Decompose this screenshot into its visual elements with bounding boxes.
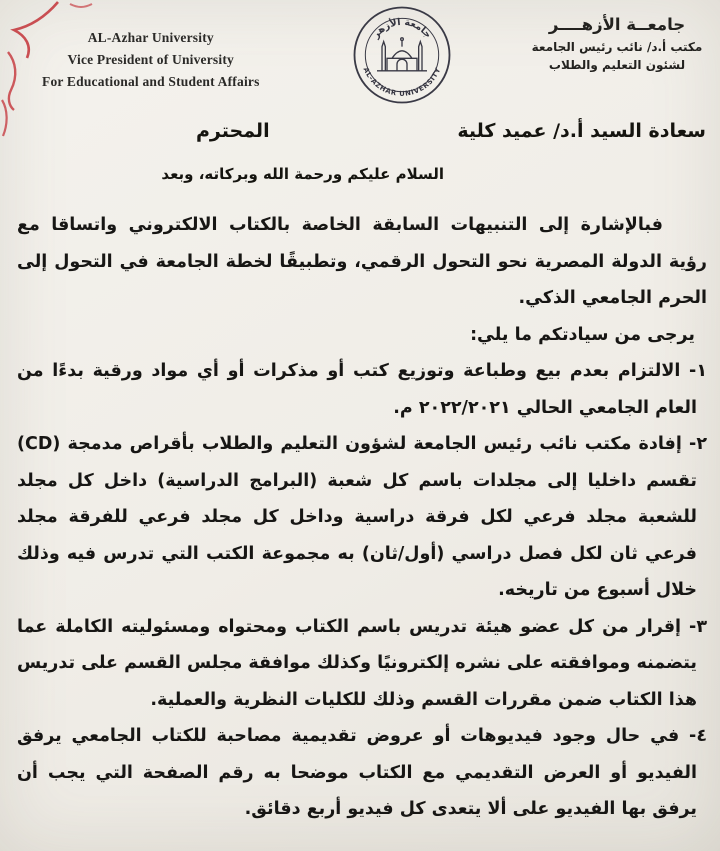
request-line: يرجى من سيادتكم ما يلي: xyxy=(470,324,695,345)
salutation-row xyxy=(18,120,706,142)
addressee: سعادة السيد أ.د/ عميد كلية xyxy=(457,120,706,142)
greeting-line: السلام عليكم ورحمة الله وبركاته، وبعد xyxy=(161,165,444,183)
seal-arabic-text: جامعة الأزهر xyxy=(370,16,434,41)
letter-body xyxy=(17,207,707,828)
university-seal-logo xyxy=(352,5,452,105)
letterhead-arabic xyxy=(526,15,708,74)
honorific: المحترم xyxy=(196,120,270,142)
letterhead-english xyxy=(42,27,260,93)
english-line-2: Vice President of University xyxy=(67,52,234,67)
intro-paragraph: فبالإشارة إلى التنبيهات السابقة الخاصة بالكتاب الالكتروني واتساقا مع رؤية الدولة المصرية نحو التحول الرقمي، وتطبيقًا لخطة الجامعة في التحول إلى الحرم الجامعي الذكي. xyxy=(17,215,707,308)
list-item-3: ٣- إقرار من كل عضو هيئة تدريس باسم الكتاب ومحتواه ومسئوليته الكاملة عما يتضمنه وموافقته على نشره إلكترونيًا وكذلك موافقة مجلس القسم على تدريس هذا الكتاب ضمن مقررات القسم وذلك للكليات النظرية والعملية. xyxy=(17,616,707,710)
arabic-line-3: لشئون التعليم والطلاب xyxy=(548,58,686,72)
english-line-1: AL-Azhar University xyxy=(87,30,214,45)
list-item-2: ٢- إفادة مكتب نائب رئيس الجامعة لشؤون التعليم والطلاب بأقراص مدمجة (CD) تقسم داخليا إلى مجلدات باسم كل شعبة (البرامج الدراسية) داخل كل مجلد للشعبة مجلد فرعي لكل فرقة دراسية وداخل كل مجلد فرعي للفرقة مجلد فرعي ثان لكل فصل دراسي (أول/ثان) به مجموعة الكتب التي تدرس فيه وذلك خلال أسبوع من تاريخه. xyxy=(17,434,707,600)
english-line-3: For Educational and Student Affairs xyxy=(42,74,260,89)
seal-english-text: AL-AZHAR UNIVERSITY xyxy=(361,66,443,98)
arabic-line-2: مكتب أ.د/ نائب رئيس الجامعة xyxy=(531,40,703,54)
list-item-4: ٤- في حال وجود فيديوهات أو عروض تقديمية مصاحبة للكتاب الجامعي يرفق الفيديو أو العرض التقديمي مع الكتاب موضحا به رقم الصفحة التي يجب أن يرفق بها الفيديو على ألا يتعدى كل فيديو أربع دقائق. xyxy=(17,726,707,819)
mosque-icon xyxy=(377,38,427,71)
list-item-1: ١- الالتزام بعدم بيع وطباعة وتوزيع كتب أو مذكرات أو أي مواد ورقية بدءًا من العام الجامعي الحالي ٢٠٢٢/٢٠٢١ م. xyxy=(17,361,707,418)
arabic-line-1: جامعــة الأزهــــر xyxy=(548,15,686,34)
